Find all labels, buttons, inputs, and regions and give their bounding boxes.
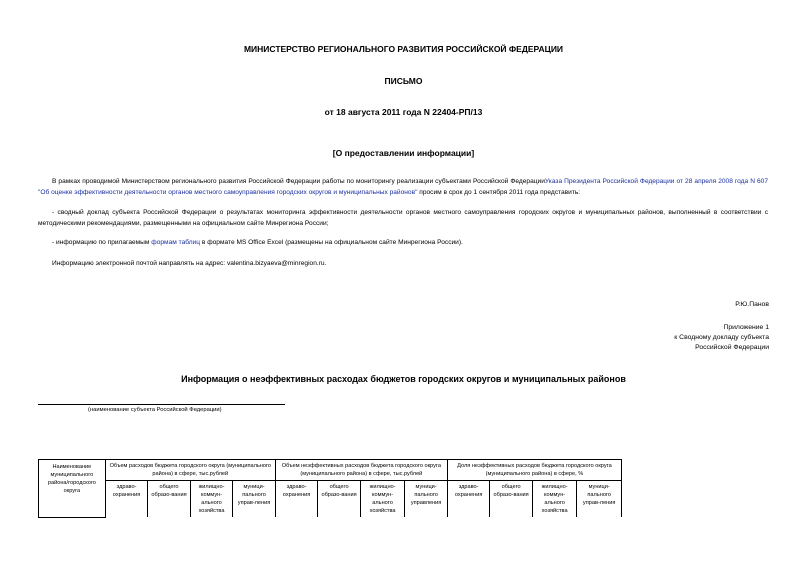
col-name-header: Наименование муниципального района/городского округа (39, 460, 106, 518)
sub-health-3: здраво-охранения (447, 481, 490, 518)
group-expenses-header: Объем расходов бюджета городского округа (муниципального района) в сфере, тыс.рублей (105, 460, 275, 481)
ministry-heading: МИНИСТЕРСТВО РЕГИОНАЛЬНОГО РАЗВИТИЯ РОССИЙСКОЙ ФЕДЕРАЦИИ (243, 44, 564, 54)
sub-housing-2: жилищно-коммун-ального хозяйства (360, 481, 405, 518)
doc-type-heading: ПИСЬМО (384, 76, 423, 86)
sub-edu-2: общего образо-вания (318, 481, 361, 518)
paragraph-3-tail: в формате MS Office Excel (размещены на официальном сайте Минрегиона России). (200, 239, 463, 246)
appendix-line-3: Российской Федерации (695, 344, 769, 351)
group-ineffective-header: Объем неэффективных расходов бюджета городского округа (муниципального района) в сфере, тыс.рублей (275, 460, 447, 481)
data-table (38, 459, 622, 518)
group-share-header: Доля неэффективных расходов бюджета городского округа (муниципального района) в сфере, % (447, 460, 621, 481)
sub-health-2: здраво-охранения (275, 481, 318, 518)
appendix-line-2: к Сводному докладу субъекта (674, 334, 769, 341)
sub-edu-1: общего образо-вания (148, 481, 191, 518)
sub-health-1: здраво-охранения (105, 481, 148, 518)
date-line: от 18 августа 2011 года N 22404-РП/13 (324, 107, 483, 117)
subject-line: [О предоставлении информации] (332, 148, 475, 158)
subject-caption: (наименование субъекта Российской Федерации) (88, 407, 222, 413)
sub-edu-3: общего образо-вания (490, 481, 533, 518)
table-forms-link[interactable]: формам таблиц (151, 239, 201, 246)
appendix-line-1: Приложение 1 (723, 324, 769, 331)
paragraph-3 (38, 238, 768, 249)
decree-link[interactable]: Указа Президента Российской Федерации от 28 апреля 2008 года N 607 "Об оценке эффективности деятельности органов местного самоуправления городских округов и муниципальных районов" (38, 178, 768, 196)
paragraph-1-text: В рамках проводимой Министерством регионального развития Российской Федерации работы по мониторингу реализации субъектами Российской Федерации (52, 178, 545, 185)
sub-housing-1: жилищно-коммун-ального хозяйства (190, 481, 233, 518)
signature: Р.Ю.Панов (735, 301, 769, 308)
sub-mun-1: муници-пального управ-ления (233, 481, 276, 518)
sub-mun-2: муници-пального управления (405, 481, 448, 518)
paragraph-4: Информацию электронной почтой направлять на адрес: valentina.bizyaeva@minregion.ru. (52, 260, 327, 267)
subject-name-line (38, 404, 285, 405)
sub-housing-3: жилищно-коммун-ального хозяйства (532, 481, 577, 518)
sub-mun-3: муници-пального управ-ления (577, 481, 622, 518)
paragraph-1 (38, 177, 768, 198)
paragraph-1-tail: просим в срок до 1 сентября 2011 года представить: (417, 188, 581, 196)
table-title: Информация о неэффективных расходах бюджетов городских округов и муниципальных районов (181, 374, 626, 384)
paragraph-3-text: - информацию по прилагаемым (52, 239, 152, 246)
table-subheader-row (39, 481, 622, 518)
table-header-row (39, 460, 622, 481)
paragraph-2: - сводный доклад субъекта Российской Федерации о результатах мониторинга эффективности деятельности органов местного самоуправления городских округов и муниципальных районов, выполненный в соответствии с методическими рекомендациями, размещенными на официальном сайте Минрегиона России; (38, 209, 768, 227)
